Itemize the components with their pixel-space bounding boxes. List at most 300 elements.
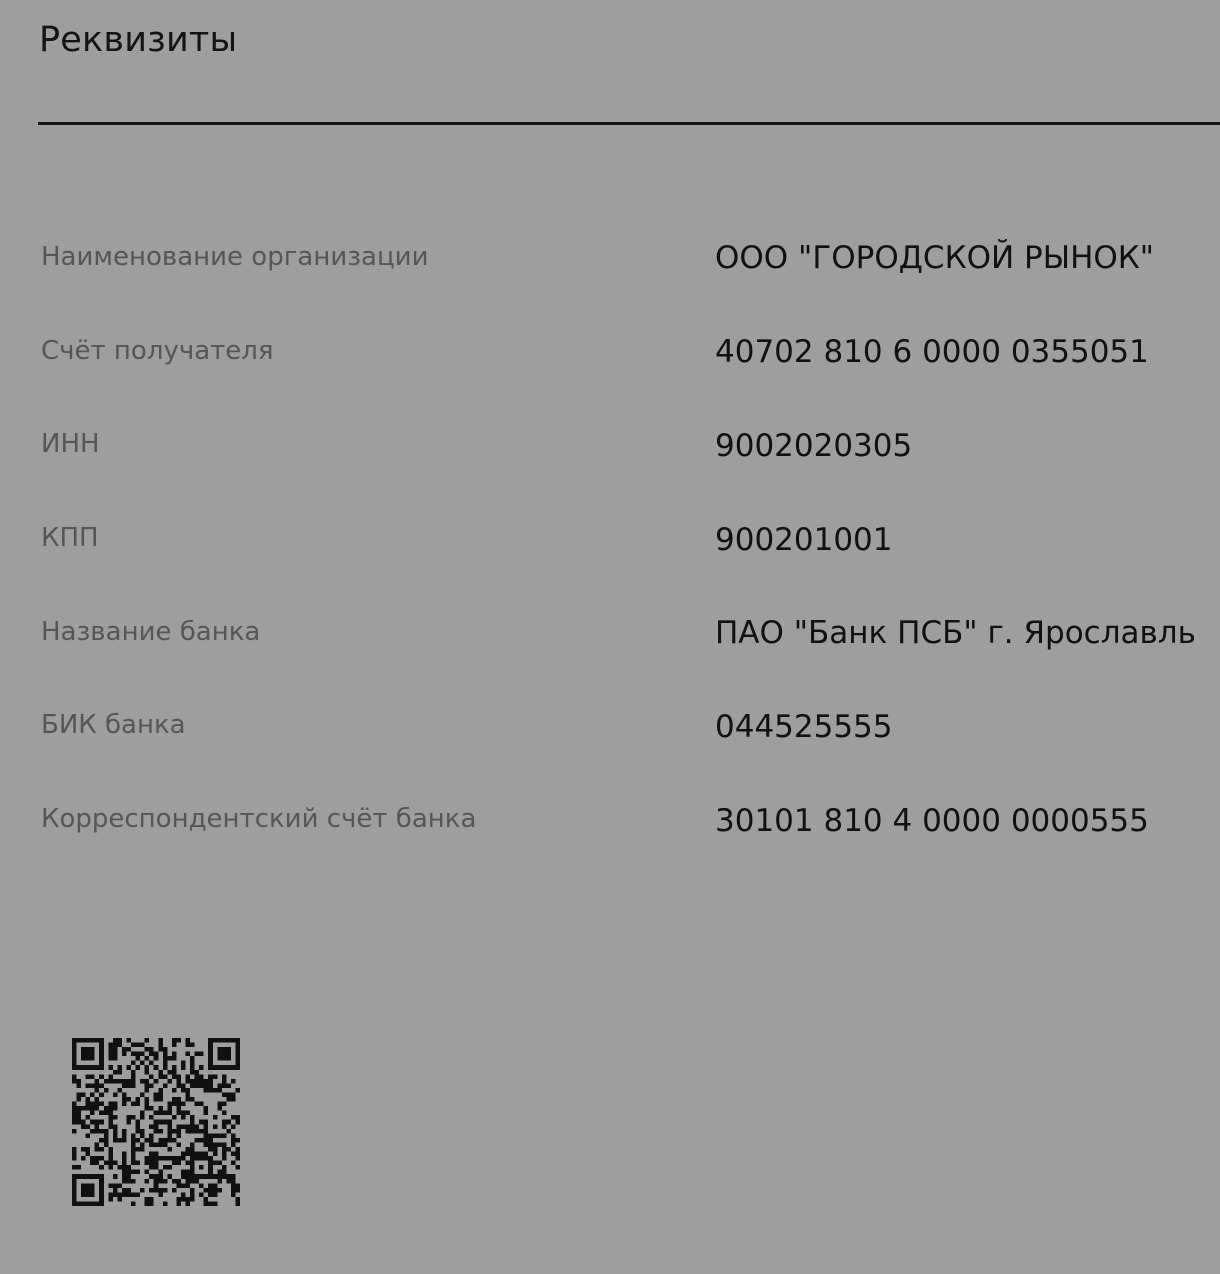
qr-module (181, 1192, 186, 1197)
qr-module (217, 1102, 222, 1107)
qr-module (131, 1192, 136, 1197)
qr-module (145, 1170, 150, 1175)
qr-module (208, 1201, 213, 1206)
qr-module (195, 1052, 200, 1057)
qr-module (235, 1120, 240, 1125)
qr-module (95, 1065, 100, 1070)
qr-module (217, 1056, 222, 1061)
qr-module (108, 1192, 113, 1197)
qr-module (158, 1088, 163, 1093)
qr-module (235, 1197, 240, 1202)
detail-row-corr-account (0, 804, 1220, 864)
qr-module (95, 1201, 100, 1206)
qr-module (186, 1161, 191, 1166)
qr-module (208, 1188, 213, 1193)
qr-module (90, 1120, 95, 1125)
qr-module (222, 1142, 227, 1147)
qr-module (136, 1124, 141, 1129)
qr-module (77, 1092, 82, 1097)
qr-module (190, 1070, 195, 1075)
qr-module (113, 1133, 118, 1138)
qr-module (172, 1156, 177, 1161)
qr-module (231, 1133, 236, 1138)
qr-module (136, 1161, 141, 1166)
qr-module (208, 1074, 213, 1079)
qr-module (172, 1115, 177, 1120)
detail-value[interactable]: 900201001 (715, 522, 893, 558)
qr-module (117, 1197, 122, 1202)
detail-value[interactable]: 30101 810 4 0000 0000555 (715, 803, 1149, 839)
qr-module (149, 1142, 154, 1147)
qr-module (176, 1142, 181, 1147)
qr-module (172, 1179, 177, 1184)
qr-module (190, 1083, 195, 1088)
qr-module (108, 1043, 113, 1048)
qr-module (186, 1174, 191, 1179)
qr-module (217, 1047, 222, 1052)
qr-module (145, 1097, 150, 1102)
qr-module (104, 1079, 109, 1084)
qr-module (199, 1183, 204, 1188)
qr-module (95, 1129, 100, 1134)
qr-module (108, 1052, 113, 1057)
qr-module (72, 1192, 77, 1197)
qr-module (104, 1106, 109, 1111)
qr-module (108, 1152, 113, 1157)
qr-module (136, 1129, 141, 1134)
qr-module (99, 1147, 104, 1152)
qr-module (226, 1083, 231, 1088)
qr-module (90, 1047, 95, 1052)
qr-module (95, 1124, 100, 1129)
qr-module (222, 1079, 227, 1084)
qr-module (117, 1165, 122, 1170)
qr-module (217, 1106, 222, 1111)
qr-module (149, 1165, 154, 1170)
qr-module (235, 1115, 240, 1120)
qr-module (149, 1161, 154, 1166)
qr-module (204, 1174, 209, 1179)
qr-module (99, 1188, 104, 1193)
qr-module (99, 1047, 104, 1052)
qr-module (190, 1043, 195, 1048)
qr-module (108, 1056, 113, 1061)
qr-module (195, 1124, 200, 1129)
qr-module (222, 1174, 227, 1179)
qr-module (208, 1174, 213, 1179)
detail-value[interactable]: 044525555 (715, 709, 893, 745)
qr-module (81, 1038, 86, 1043)
qr-module (86, 1102, 91, 1107)
qr-module (126, 1170, 131, 1175)
qr-module (213, 1188, 218, 1193)
qr-module (158, 1097, 163, 1102)
qr-module (163, 1065, 168, 1070)
qr-module (86, 1115, 91, 1120)
qr-module (213, 1038, 218, 1043)
qr-module (208, 1133, 213, 1138)
qr-module (95, 1079, 100, 1084)
qr-module (181, 1156, 186, 1161)
qr-module (190, 1197, 195, 1202)
qr-module (117, 1183, 122, 1188)
qr-module (117, 1038, 122, 1043)
detail-value[interactable]: 40702 810 6 0000 0355051 (715, 334, 1149, 370)
qr-module (172, 1070, 177, 1075)
qr-module (213, 1174, 218, 1179)
qr-module (231, 1179, 236, 1184)
qr-module (145, 1065, 150, 1070)
qr-module (154, 1174, 159, 1179)
qr-module (145, 1070, 150, 1075)
qr-module (145, 1102, 150, 1107)
qr-module (154, 1188, 159, 1193)
qr-module (95, 1088, 100, 1093)
qr-module (176, 1161, 181, 1166)
qr-module (190, 1152, 195, 1157)
qr-module (149, 1138, 154, 1143)
qr-module (99, 1174, 104, 1179)
qr-module (213, 1147, 218, 1152)
qr-module (235, 1043, 240, 1048)
qr-module (158, 1174, 163, 1179)
qr-module (204, 1124, 209, 1129)
qr-module (145, 1056, 150, 1061)
qr-module (158, 1106, 163, 1111)
qr-module (149, 1047, 154, 1052)
qr-module (122, 1156, 127, 1161)
qr-module (199, 1138, 204, 1143)
qr-module (235, 1201, 240, 1206)
qr-module (72, 1179, 77, 1184)
qr-module (149, 1083, 154, 1088)
qr-module (186, 1201, 191, 1206)
qr-code-icon (71, 1038, 241, 1206)
qr-module (199, 1192, 204, 1197)
qr-module (204, 1129, 209, 1134)
qr-module (72, 1115, 77, 1120)
qr-module (140, 1079, 145, 1084)
qr-module (81, 1156, 86, 1161)
qr-module (172, 1038, 177, 1043)
qr-module (149, 1106, 154, 1111)
qr-module (131, 1142, 136, 1147)
qr-module (140, 1111, 145, 1116)
qr-module (176, 1129, 181, 1134)
qr-module (90, 1052, 95, 1057)
qr-module (122, 1092, 127, 1097)
qr-module (154, 1156, 159, 1161)
qr-module (235, 1065, 240, 1070)
qr-module (190, 1142, 195, 1147)
qr-module (122, 1083, 127, 1088)
qr-module (154, 1165, 159, 1170)
qr-module (190, 1188, 195, 1193)
qr-module (231, 1174, 236, 1179)
qr-module (126, 1179, 131, 1184)
qr-module (122, 1133, 127, 1138)
qr-module (167, 1165, 172, 1170)
qr-module (222, 1092, 227, 1097)
qr-module (145, 1083, 150, 1088)
qr-module (235, 1047, 240, 1052)
qr-module (222, 1065, 227, 1070)
qr-module (126, 1083, 131, 1088)
qr-module (145, 1138, 150, 1143)
qr-module (90, 1192, 95, 1197)
qr-module (99, 1183, 104, 1188)
qr-module (204, 1188, 209, 1193)
qr-module (213, 1192, 218, 1197)
qr-module (222, 1152, 227, 1157)
qr-module (176, 1156, 181, 1161)
qr-module (222, 1124, 227, 1129)
qr-module (186, 1079, 191, 1084)
qr-module (99, 1074, 104, 1079)
qr-module (72, 1102, 77, 1107)
qr-module (77, 1201, 82, 1206)
qr-module (131, 1079, 136, 1084)
qr-module (190, 1179, 195, 1184)
qr-module (149, 1133, 154, 1138)
qr-module (231, 1138, 236, 1143)
qr-module (158, 1170, 163, 1175)
qr-module (163, 1052, 168, 1057)
qr-module (131, 1147, 136, 1152)
qr-module (208, 1142, 213, 1147)
detail-row-account (0, 336, 1220, 396)
qr-module (204, 1088, 209, 1093)
detail-label: Корреспондентский счёт банка (41, 804, 477, 834)
qr-module (158, 1129, 163, 1134)
qr-module (222, 1120, 227, 1125)
qr-module (113, 1102, 118, 1107)
qr-module (108, 1079, 113, 1084)
qr-module (231, 1124, 236, 1129)
qr-module (181, 1065, 186, 1070)
qr-module (154, 1161, 159, 1166)
qr-module (217, 1170, 222, 1175)
qr-module (190, 1097, 195, 1102)
qr-module (86, 1106, 91, 1111)
qr-module (154, 1120, 159, 1125)
qr-module (95, 1106, 100, 1111)
qr-module (108, 1111, 113, 1116)
qr-module (163, 1165, 168, 1170)
qr-module (72, 1129, 77, 1134)
qr-module (158, 1188, 163, 1193)
qr-module (204, 1156, 209, 1161)
qr-module (72, 1111, 77, 1116)
detail-label: Название банка (41, 617, 261, 647)
qr-module (149, 1074, 154, 1079)
qr-module (199, 1052, 204, 1057)
qr-module (190, 1120, 195, 1125)
qr-module (140, 1147, 145, 1152)
detail-label: БИК банка (41, 710, 186, 740)
qr-module (149, 1174, 154, 1179)
qr-module (204, 1111, 209, 1116)
qr-module (122, 1047, 127, 1052)
qr-module (176, 1179, 181, 1184)
qr-module (208, 1161, 213, 1166)
qr-module (226, 1038, 231, 1043)
qr-module (172, 1052, 177, 1057)
qr-module (222, 1102, 227, 1107)
qr-module (77, 1115, 82, 1120)
qr-module (226, 1047, 231, 1052)
qr-module (235, 1088, 240, 1093)
qr-module (131, 1070, 136, 1075)
qr-module (126, 1079, 131, 1084)
qr-module (99, 1052, 104, 1057)
qr-module (86, 1124, 91, 1129)
qr-module (86, 1152, 91, 1157)
qr-module (122, 1152, 127, 1157)
qr-module (113, 1047, 118, 1052)
qr-module (113, 1183, 118, 1188)
qr-code-image (71, 1038, 241, 1206)
qr-module (117, 1138, 122, 1143)
qr-module (95, 1038, 100, 1043)
qr-module (208, 1192, 213, 1197)
qr-module (99, 1179, 104, 1184)
qr-module (95, 1102, 100, 1107)
qr-module (222, 1047, 227, 1052)
qr-module (108, 1047, 113, 1052)
qr-module (231, 1065, 236, 1070)
qr-module (72, 1106, 77, 1111)
qr-module (222, 1147, 227, 1152)
qr-module (235, 1138, 240, 1143)
qr-module (176, 1074, 181, 1079)
qr-module (136, 1052, 141, 1057)
qr-module (122, 1097, 127, 1102)
qr-module (72, 1047, 77, 1052)
qr-module (95, 1142, 100, 1147)
qr-module (90, 1183, 95, 1188)
qr-module (186, 1092, 191, 1097)
qr-module (99, 1065, 104, 1070)
qr-module (90, 1074, 95, 1079)
qr-module (77, 1083, 82, 1088)
qr-module (204, 1201, 209, 1206)
detail-value[interactable]: ООО "ГОРОДСКОЙ РЫНОК" (715, 240, 1155, 276)
qr-module (126, 1097, 131, 1102)
qr-module (204, 1133, 209, 1138)
qr-module (190, 1192, 195, 1197)
qr-module (190, 1174, 195, 1179)
qr-module (158, 1138, 163, 1143)
qr-module (77, 1038, 82, 1043)
qr-module (204, 1079, 209, 1084)
qr-module (95, 1147, 100, 1152)
qr-module (172, 1102, 177, 1107)
qr-module (217, 1179, 222, 1184)
qr-module (167, 1147, 172, 1152)
qr-module (113, 1124, 118, 1129)
qr-module (208, 1165, 213, 1170)
qr-module (122, 1138, 127, 1143)
qr-module (145, 1038, 150, 1043)
qr-module (208, 1065, 213, 1070)
qr-module (190, 1147, 195, 1152)
qr-module (176, 1106, 181, 1111)
qr-module (176, 1083, 181, 1088)
qr-module (72, 1152, 77, 1157)
qr-module (154, 1152, 159, 1157)
qr-module (126, 1065, 131, 1070)
qr-module (108, 1197, 113, 1202)
qr-module (158, 1038, 163, 1043)
qr-module (113, 1043, 118, 1048)
qr-module (176, 1038, 181, 1043)
qr-module (145, 1161, 150, 1166)
qr-module (231, 1183, 236, 1188)
qr-module (195, 1079, 200, 1084)
qr-module (90, 1129, 95, 1134)
qr-module (117, 1192, 122, 1197)
qr-module (176, 1124, 181, 1129)
qr-module (158, 1156, 163, 1161)
qr-module (231, 1038, 236, 1043)
detail-value[interactable]: 9002020305 (715, 428, 913, 464)
qr-module (186, 1088, 191, 1093)
qr-module (154, 1111, 159, 1116)
qr-module (154, 1065, 159, 1070)
qr-module (195, 1083, 200, 1088)
qr-module (199, 1156, 204, 1161)
qr-module (158, 1070, 163, 1075)
qr-module (86, 1083, 91, 1088)
qr-module (86, 1052, 91, 1057)
qr-module (163, 1074, 168, 1079)
detail-value[interactable]: ПАО "Банк ПСБ" г. Ярославль (715, 615, 1196, 651)
qr-module (108, 1074, 113, 1079)
qr-module (176, 1133, 181, 1138)
qr-module (213, 1183, 218, 1188)
qr-module (99, 1201, 104, 1206)
qr-module (222, 1133, 227, 1138)
qr-module (81, 1106, 86, 1111)
qr-module (113, 1092, 118, 1097)
qr-module (131, 1043, 136, 1048)
qr-module (217, 1065, 222, 1070)
qr-module (231, 1161, 236, 1166)
qr-module (167, 1133, 172, 1138)
qr-module (217, 1174, 222, 1179)
qr-module (186, 1197, 191, 1202)
qr-module (108, 1183, 113, 1188)
qr-module (226, 1097, 231, 1102)
qr-module (217, 1188, 222, 1193)
qr-module (208, 1088, 213, 1093)
qr-module (81, 1047, 86, 1052)
qr-module (108, 1161, 113, 1166)
qr-module (145, 1179, 150, 1184)
qr-module (140, 1188, 145, 1193)
qr-module (77, 1111, 82, 1116)
qr-module (217, 1052, 222, 1057)
qr-module (108, 1106, 113, 1111)
qr-module (172, 1056, 177, 1061)
qr-module (113, 1070, 118, 1075)
qr-module (208, 1052, 213, 1057)
qr-module (131, 1161, 136, 1166)
qr-module (208, 1170, 213, 1175)
qr-module (95, 1097, 100, 1102)
qr-module (172, 1074, 177, 1079)
